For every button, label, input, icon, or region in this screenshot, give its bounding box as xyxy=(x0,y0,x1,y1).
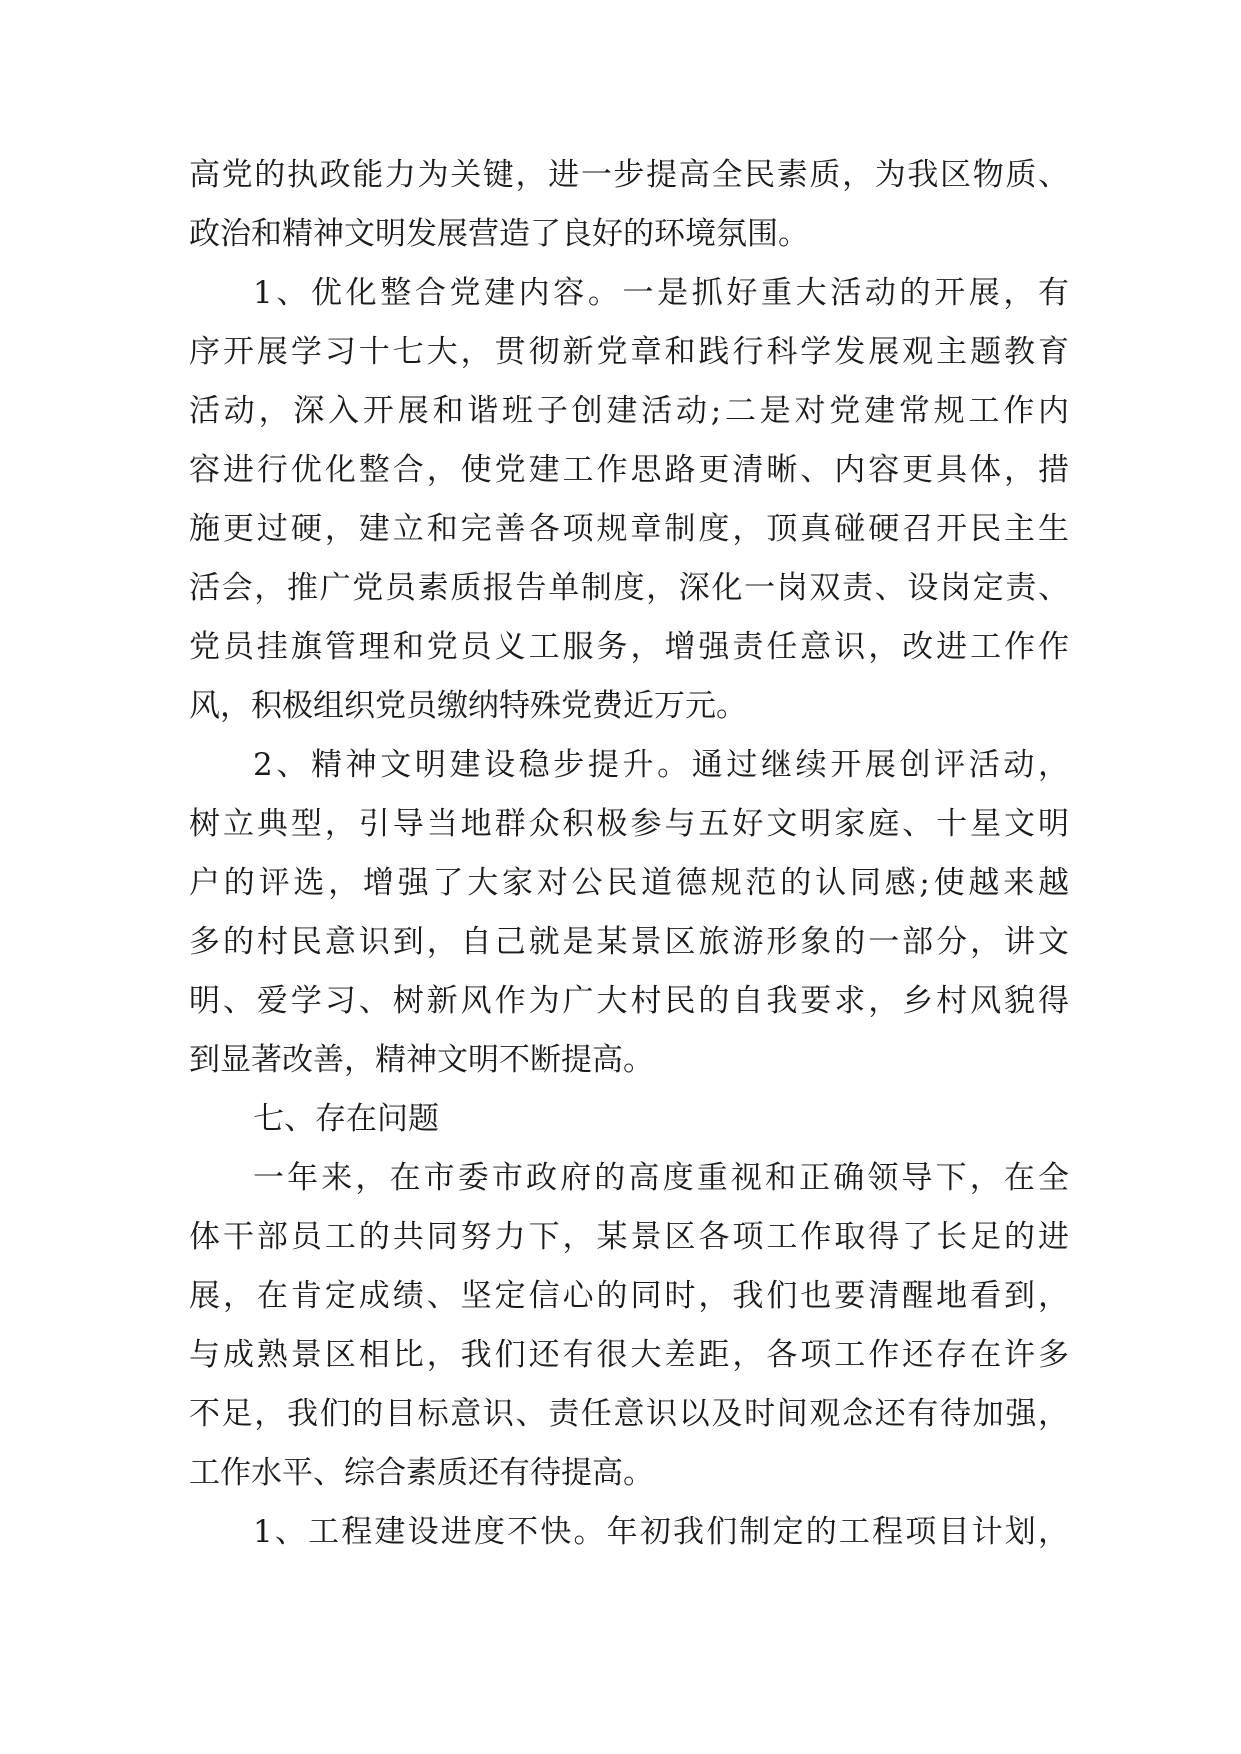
text-line: 不足，我们的目标意识、责任意识以及时间观念还有待加强， xyxy=(189,1396,1069,1432)
text-line: 活会，推广党员素质报告单制度，深化一岗双责、设岗定责、 xyxy=(189,570,1069,606)
text-line: 政治和精神文明发展营造了良好的环境氛围。 xyxy=(189,216,809,252)
text-line: 序开展学习十七大，贯彻新党章和践行科学发展观主题教育 xyxy=(189,334,1069,370)
text-line: 风，积极组织党员缴纳特殊党费近万元。 xyxy=(189,688,747,724)
text-line: 体干部员工的共同努力下，某景区各项工作取得了长足的进 xyxy=(189,1219,1069,1255)
text-line: 施更过硬，建立和完善各项规章制度，顶真碰硬召开民主生 xyxy=(189,511,1069,547)
text-line: 活动，深入开展和谐班子创建活动;二是对党建常规工作内 xyxy=(189,393,1069,429)
text-line: 树立典型，引导当地群众积极参与五好文明家庭、十星文明 xyxy=(189,806,1069,842)
text-line: 户的评选，增强了大家对公民道德规范的认同感;使越来越 xyxy=(189,865,1069,901)
text-line: 党员挂旗管理和党员义工服务，增强责任意识，改进工作作 xyxy=(189,629,1069,665)
text-line: 1、优化整合党建内容。一是抓好重大活动的开展，有 xyxy=(253,275,1069,311)
text-line: 明、爱学习、树新风作为广大村民的自我要求，乡村风貌得 xyxy=(189,983,1069,1019)
text-line: 容进行优化整合，使党建工作思路更清晰、内容更具体，措 xyxy=(189,452,1069,488)
text-line: 工作水平、综合素质还有待提高。 xyxy=(189,1455,654,1491)
text-line: 多的村民意识到，自己就是某景区旅游形象的一部分，讲文 xyxy=(189,924,1069,960)
text-line: 七、存在问题 xyxy=(253,1101,439,1137)
text-line: 展，在肯定成绩、坚定信心的同时，我们也要清醒地看到， xyxy=(189,1278,1069,1314)
text-line: 1、工程建设进度不快。年初我们制定的工程项目计划， xyxy=(253,1514,1069,1550)
text-line: 一年来，在市委市政府的高度重视和正确领导下，在全 xyxy=(253,1160,1069,1196)
text-line: 到显著改善，精神文明不断提高。 xyxy=(189,1042,654,1078)
text-line: 与成熟景区相比，我们还有很大差距，各项工作还存在许多 xyxy=(189,1337,1069,1373)
text-line: 2、精神文明建设稳步提升。通过继续开展创评活动， xyxy=(253,747,1069,783)
document-body xyxy=(189,146,1069,1562)
text-line: 高党的执政能力为关键，进一步提高全民素质，为我区物质、 xyxy=(189,157,1069,193)
